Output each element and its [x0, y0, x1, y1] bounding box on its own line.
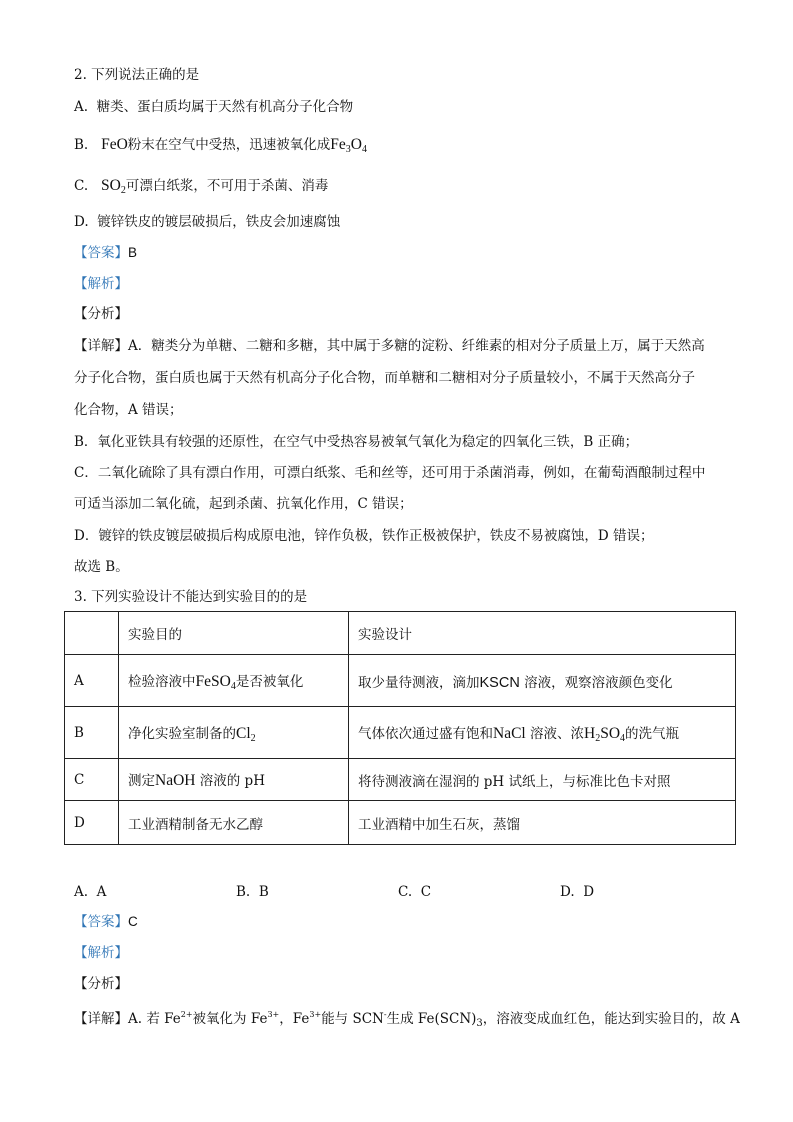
- q2-option-b: [74, 137, 367, 155]
- table-header-cell: [65, 612, 119, 655]
- table-header-cell: 实验设计: [349, 612, 736, 655]
- row-design: 取少量待测液，滴加KSCN 溶液，观察溶液颜色变化: [349, 655, 736, 707]
- answer-tag: 【答案】: [74, 245, 128, 260]
- row-design: 将待测液滴在湿润的 pH 试纸上，与标准比色卡对照: [349, 759, 736, 801]
- answer-tag: 【答案】: [74, 914, 128, 929]
- q2-option-c-label: C.: [74, 178, 89, 194]
- q2-stem: 2. 下列说法正确的是: [74, 67, 200, 83]
- analysis-tag: 【解析】: [74, 945, 128, 960]
- analysis-tag: 【解析】: [74, 276, 128, 291]
- q2-detail-line: D．镀锌的铁皮镀层破损后构成原电池，锌作负极，铁作正极被保护，铁皮不易被腐蚀，D 错误；: [74, 528, 654, 544]
- q2-option-b-label: B.: [74, 137, 89, 153]
- q2-answer: [74, 246, 137, 261]
- q2-option-c-text: 可漂白纸浆，不可用于杀菌、消毒: [125, 178, 329, 194]
- q2-option-b-text: 粉末在空气中受热，迅速被氧化成: [127, 137, 331, 153]
- q2-detail-line: 可适当添加二氧化硫，起到杀菌、抗氧化作用，C 错误；: [74, 496, 413, 512]
- q2-detail-line: 故选 B。: [74, 559, 129, 575]
- row-design: 气体依次通过盛有饱和NaCl 溶液、浓$H_2SO_4$的洗气瓶: [349, 707, 736, 759]
- row-purpose: 检验溶液中FeSO$_4$是否被氧化: [119, 655, 349, 707]
- row-purpose: 净化实验室制备的$Cl_2$: [119, 707, 349, 759]
- q2-detail-line: B．氧化亚铁具有较强的还原性，在空气中受热容易被氧气氧化为稳定的四氧化三铁，B 正确；: [74, 434, 639, 450]
- q3-detail-line: 【详解】A. 若 $Fe^{2+}$被氧化为 $Fe^{3+}$，$Fe^{3+}$能与 SCN-生成 $Fe(SCN)_3$，溶液变成血红色，能达到实验目的，故 A: [74, 1010, 740, 1029]
- q2-option-a-text: 糖类、蛋白质均属于天然有机高分子化合物: [96, 99, 354, 115]
- row-purpose: 测定NaOH 溶液的 pH: [119, 759, 349, 801]
- q2-option-c: [74, 178, 328, 196]
- formula-so2: $SO_2$: [101, 177, 126, 196]
- q2-option-d: [74, 216, 340, 230]
- answer-value: C: [128, 914, 138, 929]
- row-key: D: [65, 801, 119, 845]
- q2-detail-line: 化合物，A 错误；: [74, 402, 183, 418]
- row-key: B: [65, 707, 119, 759]
- q3-stem: 3. 下列实验设计不能达到实验目的的是: [74, 589, 308, 605]
- experiment-table: [64, 611, 736, 845]
- fenxi-tag: 【分析】: [74, 976, 128, 992]
- q3-choice-c: C. C: [398, 884, 432, 900]
- q2-detail-line: C．二氧化硫除了具有漂白作用，可漂白纸浆、毛和丝等，还可用于杀菌消毒，例如，在葡萄酒酿制过程中: [74, 465, 706, 481]
- detail-tag: 【详解】: [74, 338, 128, 354]
- q3-choice-b: B. B: [236, 884, 269, 900]
- q3-choice-a: A. A: [74, 884, 107, 900]
- q2-option-d-label: D.: [74, 214, 89, 230]
- q2-option-a: [74, 101, 353, 115]
- q2-option-d-text: 镀锌铁皮的镀层破损后，铁皮会加速腐蚀: [97, 214, 341, 230]
- answer-value: B: [128, 245, 138, 260]
- table-row: [65, 655, 736, 707]
- q2-option-a-label: A.: [74, 99, 89, 115]
- row-design: 工业酒精中加生石灰，蒸馏: [349, 801, 736, 845]
- detail-tag: 【详解】: [74, 1011, 128, 1027]
- q3-choice-d: D. D: [560, 884, 595, 900]
- row-key: A: [65, 655, 119, 707]
- row-key: C: [65, 759, 119, 801]
- q3-answer: [74, 915, 138, 930]
- table-header-row: [65, 612, 736, 655]
- q2-detail-line: 【详解】A．糖类分为单糖、二糖和多糖，其中属于多糖的淀粉、纤维素的相对分子质量上万，属于天然高: [74, 338, 705, 354]
- formula-feo: FeO: [101, 136, 128, 153]
- table-header-cell: 实验目的: [119, 612, 349, 655]
- fenxi-tag: 【分析】: [74, 306, 128, 322]
- table-row: [65, 759, 736, 801]
- table-row: [65, 801, 736, 845]
- table-row: [65, 707, 736, 759]
- formula-fe3o4: $Fe_3O_4$: [330, 136, 367, 155]
- q2-detail-line: 分子化合物，蛋白质也属于天然有机高分子化合物，而单糖和二糖相对分子质量较小，不属于天然高分子: [74, 370, 695, 386]
- row-purpose: 工业酒精制备无水乙醇: [119, 801, 349, 845]
